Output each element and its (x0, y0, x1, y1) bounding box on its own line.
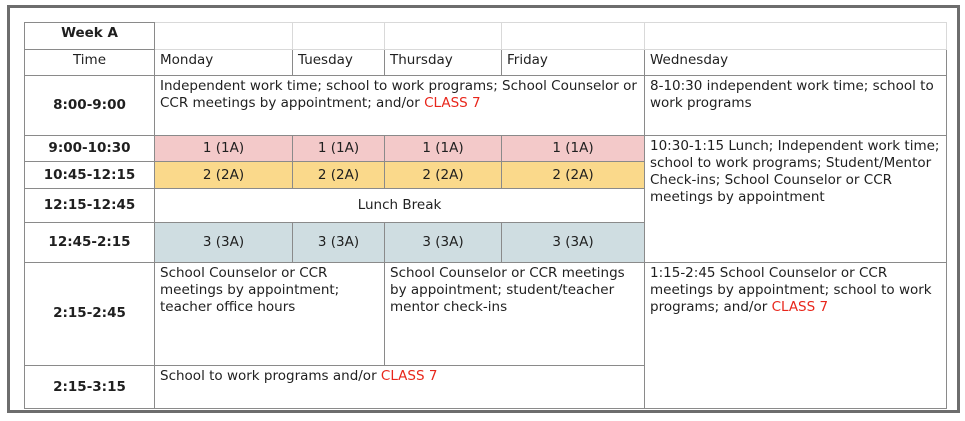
header-thursday: Thursday (385, 49, 502, 76)
empty-cell (645, 23, 947, 50)
time-cell: 12:45-2:15 (25, 223, 155, 262)
period-1-friday: 1 (1A) (502, 135, 645, 162)
period-2-monday: 2 (2A) (155, 162, 293, 189)
header-monday: Monday (155, 49, 293, 76)
empty-cell (502, 23, 645, 50)
wednesday-block-3 (645, 262, 947, 408)
wednesday-block-3-text: 1:15-2:45 School Counselor or CCR meetings by appointment; school to work programs; and/or (650, 264, 932, 315)
thu-fri-afternoon-cell: School Counselor or CCR meetings by appointment; student/teacher mentor check-ins (385, 262, 645, 366)
class-7-highlight: CLASS 7 (380, 368, 438, 385)
period-2-tuesday: 2 (2A) (293, 162, 385, 189)
period-3-thursday: 3 (3A) (385, 223, 502, 262)
class-7-highlight: CLASS 7 (424, 95, 481, 111)
week-label-row (25, 23, 947, 50)
wednesday-block-1: 8-10:30 independent work time; school to work programs (645, 76, 947, 136)
period-2-thursday: 2 (2A) (385, 162, 502, 189)
schedule-frame (7, 5, 960, 413)
week-a-schedule-table (24, 22, 947, 409)
period-2-friday: 2 (2A) (502, 162, 645, 189)
time-cell: 12:15-12:45 (25, 188, 155, 223)
row-9-00 (25, 135, 947, 162)
row-2-15 (25, 262, 947, 366)
mtf-morning-cell (155, 76, 645, 136)
week-label: Week A (25, 23, 155, 50)
row-8-00 (25, 76, 947, 136)
time-cell: 2:15-3:15 (25, 366, 155, 409)
empty-cell (293, 23, 385, 50)
period-3-friday: 3 (3A) (502, 223, 645, 262)
mtf-last-cell (155, 366, 645, 409)
time-cell: 10:45-12:15 (25, 162, 155, 189)
period-1-thursday: 1 (1A) (385, 135, 502, 162)
lunch-break-cell: Lunch Break (155, 188, 645, 223)
header-tuesday: Tuesday (293, 49, 385, 76)
mtf-last-text: School to work programs and/or (160, 368, 377, 385)
mon-tue-afternoon-cell: School Counselor or CCR meetings by appointment; teacher office hours (155, 262, 385, 366)
period-1-tuesday: 1 (1A) (293, 135, 385, 162)
header-wednesday: Wednesday (645, 49, 947, 76)
header-time: Time (25, 49, 155, 76)
time-cell: 8:00-9:00 (25, 76, 155, 136)
period-3-monday: 3 (3A) (155, 223, 293, 262)
empty-cell (385, 23, 502, 50)
time-cell: 9:00-10:30 (25, 135, 155, 162)
header-friday: Friday (502, 49, 645, 76)
mtf-morning-text: Independent work time; school to work programs; School Counselor or CCR meetings by appointment; and/or (160, 78, 637, 111)
class-7-highlight: CLASS 7 (771, 298, 829, 315)
period-1-monday: 1 (1A) (155, 135, 293, 162)
period-3-tuesday: 3 (3A) (293, 223, 385, 262)
header-row (25, 49, 947, 76)
wednesday-block-2: 10:30-1:15 Lunch; Independent work time; school to work programs; Student/Mentor Check-ins; School Counselor or CCR meetings by appointment (645, 135, 947, 262)
empty-cell (155, 23, 293, 50)
time-cell: 2:15-2:45 (25, 262, 155, 366)
